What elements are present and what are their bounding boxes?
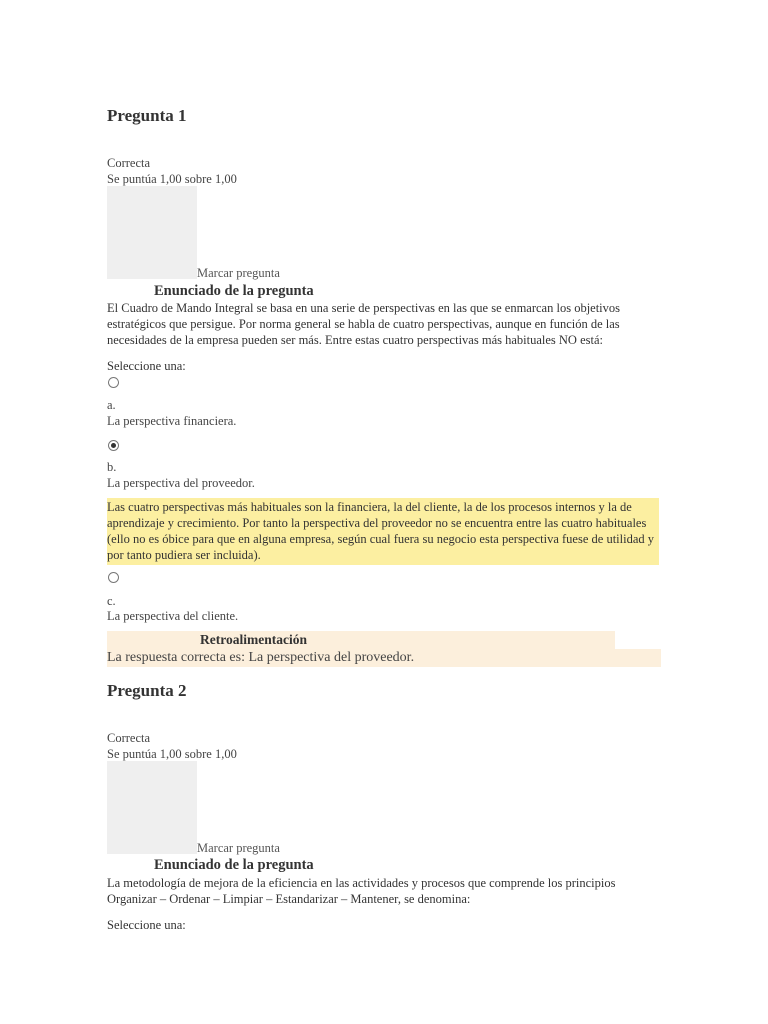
option-b-letter: b. xyxy=(107,460,117,474)
option-c-letter: c. xyxy=(107,594,116,608)
question-1-statement-heading: Enunciado de la pregunta xyxy=(154,283,314,299)
question-1-prompt: Seleccione una: xyxy=(107,359,186,373)
option-b-radio[interactable] xyxy=(108,440,119,451)
question-1-state: Correcta xyxy=(107,156,151,170)
question-1-grade: Se puntúa 1,00 sobre 1,00 xyxy=(107,172,237,186)
question-2-grade: Se puntúa 1,00 sobre 1,00 xyxy=(107,747,237,761)
question-2-statement: La metodología de mejora de la eficiencia en las actividades y procesos que comprende los principios Organizar – Ordenar – Limpiar – Estandarizar – Mantener, se denomina: xyxy=(107,876,616,906)
question-2-title: Pregunta 2 xyxy=(107,681,187,700)
flag-question-2-label[interactable]: Marcar pregunta xyxy=(197,841,280,855)
flag-question-2-icon[interactable] xyxy=(107,761,197,854)
flag-question-1-icon[interactable] xyxy=(107,186,197,279)
option-c-label[interactable]: La perspectiva del cliente. xyxy=(107,609,239,623)
feedback-heading: Retroalimentación xyxy=(200,632,307,647)
flag-question-1-label[interactable]: Marcar pregunta xyxy=(197,266,280,280)
option-c-radio[interactable] xyxy=(108,572,119,583)
feedback-heading-bar xyxy=(107,631,615,649)
option-b-label[interactable]: La perspectiva del proveedor. xyxy=(107,476,255,490)
option-a-label[interactable]: La perspectiva financiera. xyxy=(107,414,237,428)
option-b-feedback: Las cuatro perspectivas más habituales son la financiera, la del cliente, la de los procesos internos y la de aprendizaje y crecimiento. Por tanto la perspectiva del proveedor no se encuentra entre las cuatro habituales (ello no es óbice para que en alguna empresa, según cual fuera su negocio esta perspectiva fuese de utilidad y por tanto pudiera ser incluida). xyxy=(107,498,659,565)
right-answer-feedback: La respuesta correcta es: La perspectiva del proveedor. xyxy=(107,649,661,667)
question-2-prompt: Seleccione una: xyxy=(107,918,186,932)
question-2-statement-heading: Enunciado de la pregunta xyxy=(154,857,314,873)
option-a-letter: a. xyxy=(107,398,116,412)
option-a-radio[interactable] xyxy=(108,377,119,388)
question-2-state: Correcta xyxy=(107,731,151,745)
question-1-title: Pregunta 1 xyxy=(107,106,187,125)
question-1-statement: El Cuadro de Mando Integral se basa en una serie de perspectivas en las que se enmarcan los objetivos estratégicos que persigue. Por norma general se habla de cuatro perspectivas, aunque en función de las necesidades de la empresa pueden ser más. Entre estas cuatro perspectivas más habituales NO está: xyxy=(107,301,621,347)
